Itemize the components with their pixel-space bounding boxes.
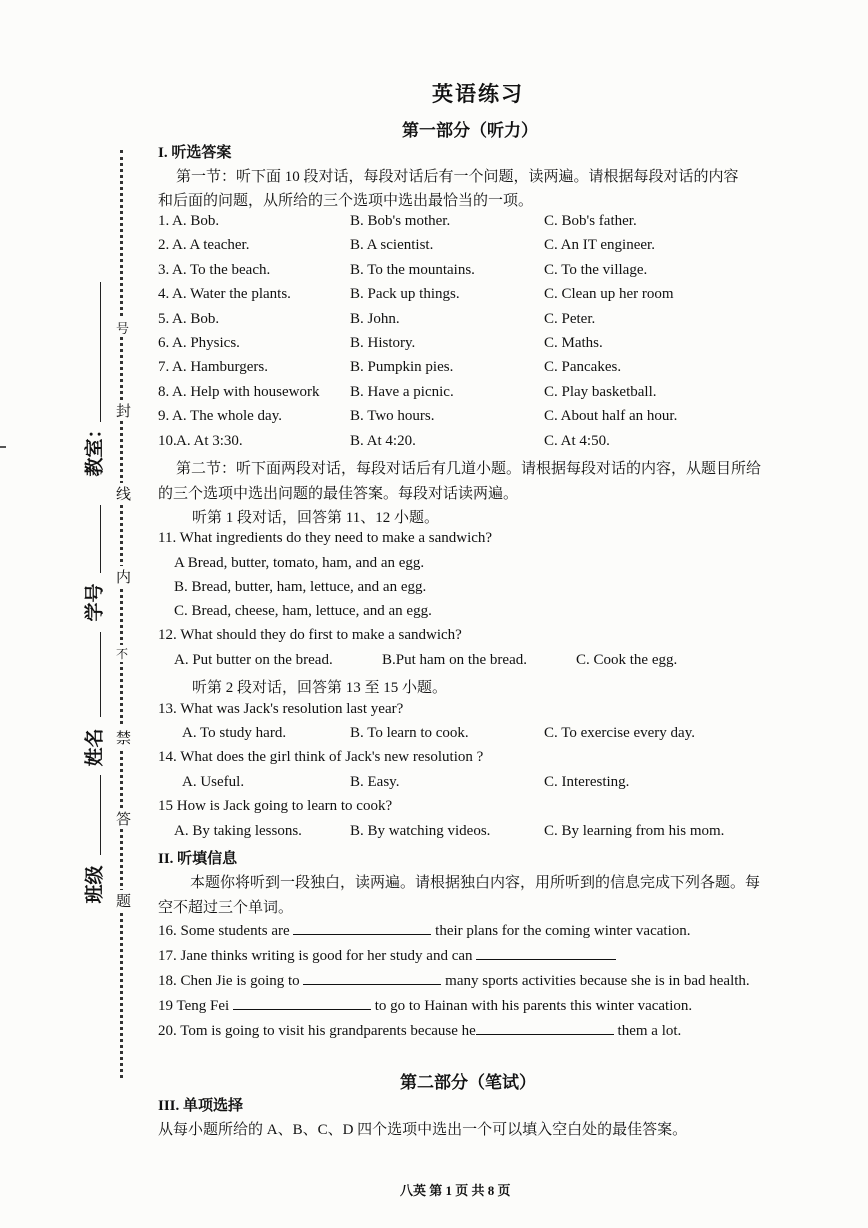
item-text-before: Teng Fei xyxy=(176,998,230,1014)
q13-option-b: B. To learn to cook. xyxy=(350,725,469,741)
room-underline xyxy=(100,282,101,422)
question-option-b: B. Pack up things. xyxy=(350,286,460,303)
q14-option-b: B. Easy. xyxy=(350,774,400,790)
question-number: 9. xyxy=(158,408,170,425)
binding-char: 禁 xyxy=(116,727,131,748)
answer-blank[interactable] xyxy=(233,995,371,1010)
student-id-label: 学号 xyxy=(84,583,106,622)
q12-stem: 12. What should they do first to make a sandwich? xyxy=(158,627,462,643)
name-underline xyxy=(100,632,101,717)
fill-item-16 xyxy=(158,920,691,940)
item-text-after: them a lot. xyxy=(617,1023,682,1039)
q15-stem: 15 How is Jack going to learn to cook? xyxy=(158,798,393,814)
question-option-b: B. John. xyxy=(350,310,400,327)
question-option-b: B. Two hours. xyxy=(350,408,435,425)
answer-blank[interactable] xyxy=(476,945,616,960)
q15-option-a: A. By taking lessons. xyxy=(174,823,302,839)
question-option-b: B. To the mountains. xyxy=(350,261,475,278)
q14-stem: 14. What does the girl think of Jack's new resolution ? xyxy=(158,749,484,765)
question-option-a: A. To the beach. xyxy=(172,261,271,278)
question-number: 8. xyxy=(158,383,170,400)
question-option-c: C. At 4:50. xyxy=(544,432,610,449)
id-underline xyxy=(100,505,101,573)
question-option-a: A. Physics. xyxy=(172,335,240,351)
question-option-a: A. Hamburgers. xyxy=(172,359,268,376)
question-number: 2. xyxy=(158,237,170,254)
binding-char: 不 xyxy=(116,647,129,661)
answer-blank[interactable] xyxy=(476,1020,614,1035)
question-option-c: C. To the village. xyxy=(544,261,648,278)
q15-option-c: C. By learning from his mom. xyxy=(544,823,725,839)
binding-char: 封 xyxy=(116,400,131,421)
item-text-before: Chen Jie is going to xyxy=(180,973,300,989)
q14-option-a: A. Useful. xyxy=(182,774,245,790)
question-option-a: A. Water the plants. xyxy=(172,286,291,303)
fill-item-20 xyxy=(158,1020,681,1040)
section2-heading: II. 听填信息 xyxy=(158,851,238,867)
binding-char: 题 xyxy=(116,890,131,911)
item-number: 18. xyxy=(158,973,177,989)
section1-instr-line2: 和后面的问题，从所给的三个选项中选出最恰当的一项。 xyxy=(158,193,534,209)
binding-char: 答 xyxy=(116,808,131,829)
item-text-before: Jane thinks writing is good for her study and can xyxy=(180,948,473,964)
section1-sub2-line1: 第二节：听下面两段对话，每段对话后有几道小题。请根据每段对话的内容，从题目所给 xyxy=(176,461,762,477)
fill-item-17 xyxy=(158,945,616,965)
question-option-c: C. Maths. xyxy=(544,335,603,351)
part2-title: 第二部分（笔试） xyxy=(400,1073,536,1092)
question-option-c: C. Peter. xyxy=(544,310,596,327)
item-number: 16. xyxy=(158,923,177,939)
class-label: 班级 xyxy=(84,865,106,904)
question-option-c: C. About half an hour. xyxy=(544,408,678,425)
page-title: 英语练习 xyxy=(432,82,524,106)
question-option-b: B. Have a picnic. xyxy=(350,383,454,400)
question-option-c: C. Pancakes. xyxy=(544,359,622,376)
question-option-a: A. At 3:30. xyxy=(176,432,243,449)
question-option-b: B. History. xyxy=(350,335,416,351)
binding-char: 线 xyxy=(116,483,131,504)
question-number: 3. xyxy=(158,261,170,278)
item-text-before: Tom is going to visit his grandparents because he xyxy=(180,1023,476,1039)
question-option-a: A. Bob. xyxy=(172,310,220,327)
question-number: 10. xyxy=(158,432,177,449)
question-option-c: C. Play basketball. xyxy=(544,383,657,400)
item-number: 17. xyxy=(158,948,177,964)
section3-instr: 从每小题所给的 A、B、C、D 四个选项中选出一个可以填入空白处的最佳答案。 xyxy=(158,1122,688,1138)
dialog1-intro: 听第 1 段对话，回答第 11、12 小题。 xyxy=(192,510,439,526)
section1-sub2-line2: 的三个选项中选出问题的最佳答案。每段对话读两遍。 xyxy=(158,486,519,502)
item-text-after: to go to Hainan with his parents this winter vacation. xyxy=(374,998,693,1014)
binding-dotted-line xyxy=(120,150,123,1078)
question-option-c: C. An IT engineer. xyxy=(544,237,655,254)
question-option-a: A. A teacher. xyxy=(172,237,250,254)
q12-option-c: C. Cook the egg. xyxy=(576,652,678,668)
item-number: 20. xyxy=(158,1023,177,1039)
q13-option-a: A. To study hard. xyxy=(182,725,287,741)
q12-option-b: B.Put ham on the bread. xyxy=(382,652,527,668)
section1-heading: I. 听选答案 xyxy=(158,145,232,161)
q11-stem: 11. What ingredients do they need to make a sandwich? xyxy=(158,530,493,546)
fill-item-19 xyxy=(158,995,692,1015)
question-option-b: B. Bob's mother. xyxy=(350,213,451,229)
item-text-after: many sports activities because she is in bad health. xyxy=(445,973,750,989)
q14-option-c: C. Interesting. xyxy=(544,774,630,790)
item-text-before: Some students are xyxy=(180,923,290,939)
question-option-a: A. Help with housework xyxy=(172,383,320,400)
q13-option-c: C. To exercise every day. xyxy=(544,725,695,741)
question-number: 4. xyxy=(158,286,170,303)
class-underline xyxy=(100,775,101,855)
q11-option-c: C. Bread, cheese, ham, lettuce, and an egg. xyxy=(174,603,432,619)
question-option-b: B. Pumpkin pies. xyxy=(350,359,454,376)
answer-blank[interactable] xyxy=(293,920,431,935)
answer-blank[interactable] xyxy=(303,970,441,985)
question-option-c: C. Bob's father. xyxy=(544,213,637,229)
binding-char: 号 xyxy=(116,318,129,337)
name-label: 姓名 xyxy=(84,728,106,767)
section3-heading: III. 单项选择 xyxy=(158,1098,244,1114)
q15-option-b: B. By watching videos. xyxy=(350,823,491,839)
binding-char: 内 xyxy=(116,566,131,587)
question-option-a: A. Bob. xyxy=(172,213,220,229)
question-number: 5. xyxy=(158,310,170,327)
q11-option-a: A Bread, butter, tomato, ham, and an egg. xyxy=(174,555,425,571)
question-option-a: A. The whole day. xyxy=(172,408,282,425)
question-option-b: B. A scientist. xyxy=(350,237,434,254)
q13-stem: 13. What was Jack's resolution last year? xyxy=(158,701,404,717)
item-number: 19 xyxy=(158,998,173,1014)
room-label: 教室： xyxy=(84,419,106,477)
q12-option-a: A. Put butter on the bread. xyxy=(174,652,333,668)
edge-tick xyxy=(0,446,6,448)
section2-instr-line2: 空不超过三个单词。 xyxy=(158,900,294,916)
dialog2-intro: 听第 2 段对话，回答第 13 至 15 小题。 xyxy=(192,680,448,696)
question-number: 1. xyxy=(158,213,170,229)
q11-option-b: B. Bread, butter, ham, lettuce, and an egg. xyxy=(174,579,427,595)
question-number: 6. xyxy=(158,335,170,351)
question-number: 7. xyxy=(158,359,170,376)
item-text-after: their plans for the coming winter vacation. xyxy=(435,923,691,939)
question-option-b: B. At 4:20. xyxy=(350,432,416,449)
question-option-c: C. Clean up her room xyxy=(544,286,674,303)
section2-instr-line1: 本题你将听到一段独白，读两遍。请根据独白内容，用所听到的信息完成下列各题。每 xyxy=(190,875,761,891)
fill-item-18 xyxy=(158,970,750,990)
section1-instr-line1: 第一节：听下面 10 段对话，每段对话后有一个问题，读两遍。请根据每段对话的内容 xyxy=(176,169,739,185)
part1-title: 第一部分（听力） xyxy=(402,121,538,140)
page-footer: 八英 第 1 页 共 8 页 xyxy=(400,1183,511,1198)
